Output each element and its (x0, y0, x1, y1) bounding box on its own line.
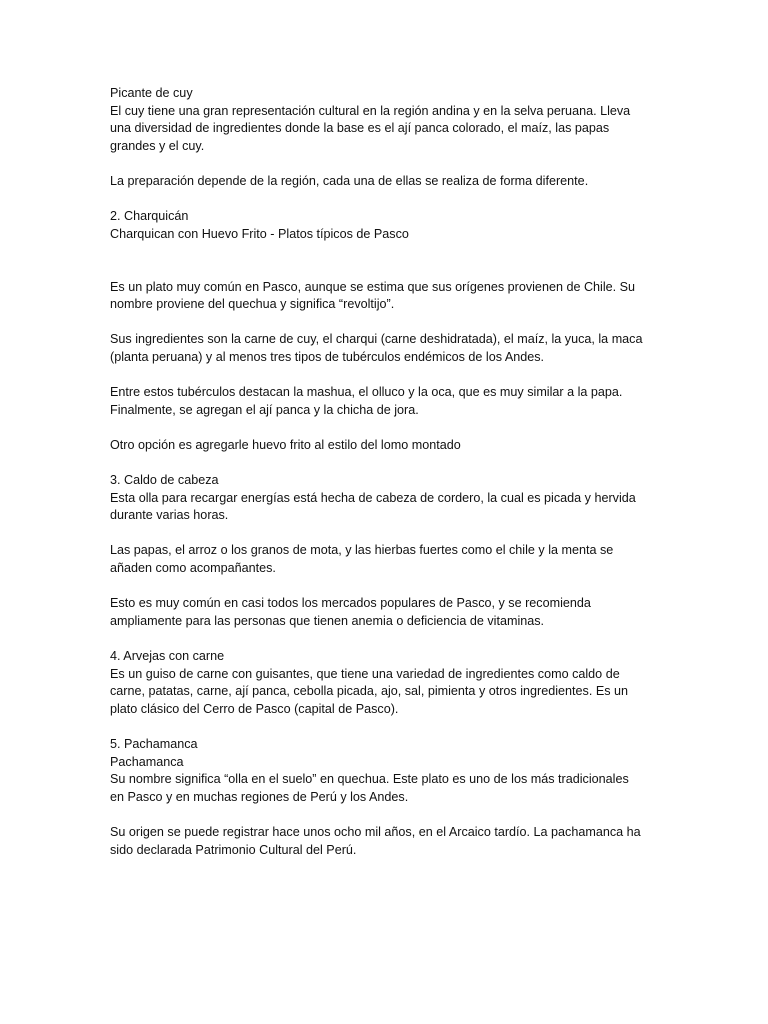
paragraph-line: Esta olla para recargar energías está hecha de cabeza de cordero, la cual es picada y hervida (110, 490, 636, 505)
paragraph-line: ampliamente para las personas que tienen anemia o deficiencia de vitaminas. (110, 613, 545, 628)
paragraph-gap (110, 525, 670, 543)
paragraph-gap (110, 367, 670, 385)
paragraph-gap (110, 191, 670, 209)
paragraph-gap (110, 314, 670, 332)
paragraph-line: La preparación depende de la región, cada una de ellas se realiza de forma diferente. (110, 173, 589, 188)
paragraph-gap (110, 419, 670, 437)
paragraph-line: Esto es muy común en casi todos los mercados populares de Pasco, y se recomienda (110, 596, 591, 611)
paragraph-line: Otro opción es agregarle huevo frito al estilo del lomo montado (110, 437, 461, 452)
paragraph-line: plato clásico del Cerro de Pasco (capital de Pasco). (110, 701, 399, 716)
section-subheading: Charquican con Huevo Frito - Platos típicos de Pasco (110, 226, 409, 241)
paragraph-line: sido declarada Patrimonio Cultural del Perú. (110, 842, 357, 857)
document-body (110, 85, 670, 859)
section-heading: 4. Arvejas con carne (110, 649, 225, 663)
paragraph-line: carne, patatas, carne, ají panca, cebolla picada, ajo, sal, pimienta y otros ingredientes. Es un (110, 684, 629, 699)
paragraph-line: durante varias horas. (110, 508, 229, 523)
section-heading: 5. Pachamanca (110, 736, 198, 751)
paragraph-line: Finalmente, se agregan el ají panca y la chicha de jora. (110, 402, 419, 417)
section-subheading: Pachamanca (110, 754, 184, 769)
paragraph-gap (110, 243, 670, 278)
paragraph-gap (110, 454, 670, 472)
paragraph-line: (planta peruana) y al menos tres tipos de tubérculos endémicos de los Andes. (110, 349, 545, 364)
paragraph-gap (110, 155, 670, 173)
paragraph-gap (110, 578, 670, 596)
section-heading: Picante de cuy (110, 86, 193, 100)
paragraph-line: Es un plato muy común en Pasco, aunque se estima que sus orígenes provienen de Chile. Su (110, 279, 636, 294)
paragraph-line: añaden como acompañantes. (110, 561, 276, 576)
paragraph-gap (110, 718, 670, 736)
paragraph-line: grandes y el cuy. (110, 138, 205, 153)
section-heading: 3. Caldo de cabeza (110, 473, 219, 488)
section-heading: 2. Charquicán (110, 209, 189, 224)
paragraph-gap (110, 630, 670, 648)
paragraph-line: Las papas, el arroz o los granos de mota, y las hierbas fuertes como el chile y la menta se (110, 543, 614, 558)
paragraph-line: Sus ingredientes son la carne de cuy, el charqui (carne deshidratada), el maíz, la yuca, la maca (110, 332, 643, 347)
paragraph-line: El cuy tiene una gran representación cultural en la región andina y en la selva peruana. Lleva (110, 103, 631, 118)
paragraph-line: Su origen se puede registrar hace unos ocho mil años, en el Arcaico tardío. La pachamanca ha (110, 824, 641, 839)
paragraph-gap (110, 806, 670, 824)
paragraph-line: en Pasco y en muchas regiones de Perú y los Andes. (110, 789, 409, 804)
paragraph-line: Entre estos tubérculos destacan la mashua, el olluco y la oca, que es muy similar a la papa. (110, 385, 623, 400)
paragraph-line: nombre proviene del quechua y significa “revoltijo”. (110, 297, 395, 312)
paragraph-line: Es un guiso de carne con guisantes, que tiene una variedad de ingredientes como caldo de (110, 666, 620, 681)
paragraph-line: Su nombre significa “olla en el suelo” en quechua. Este plato es uno de los más tradicionales (110, 772, 629, 787)
paragraph-line: una diversidad de ingredientes donde la base es el ají panca colorado, el maíz, las papas (110, 121, 610, 136)
